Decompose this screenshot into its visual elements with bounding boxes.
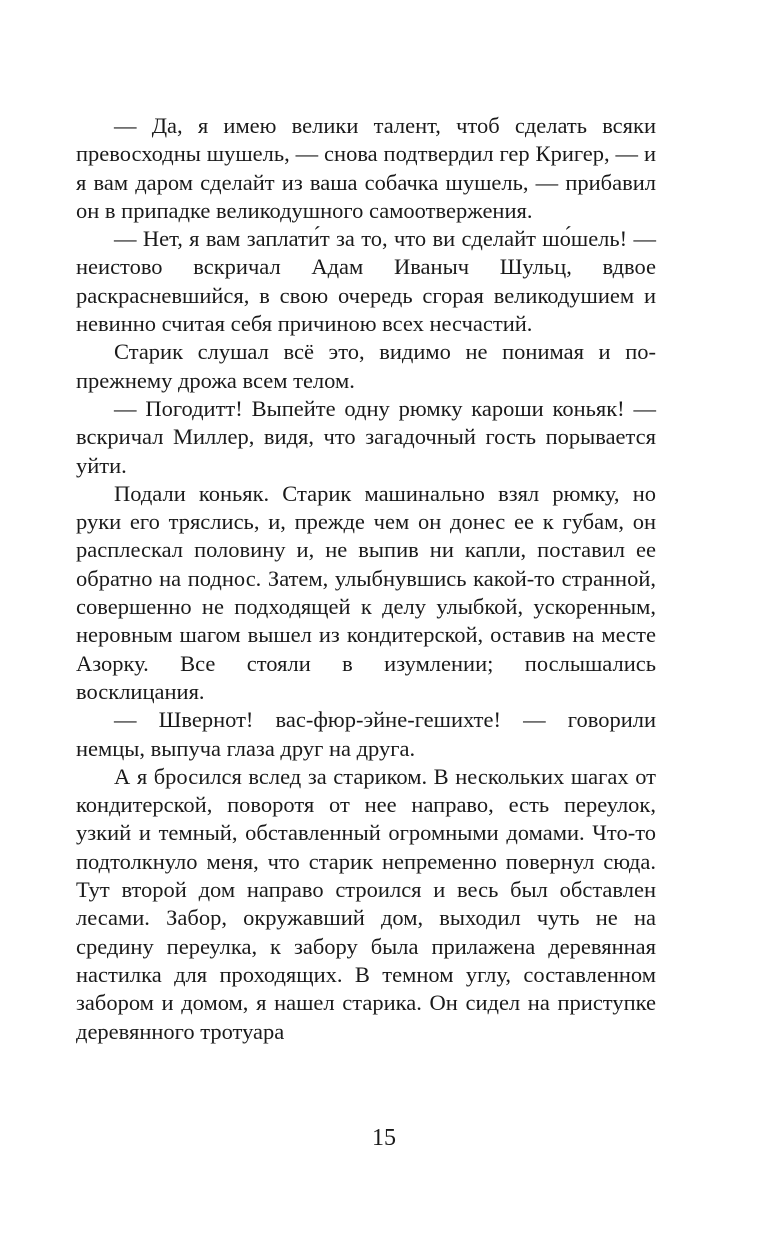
- page-number: 15: [372, 1125, 396, 1151]
- paragraph: А я бросился вслед за стариком. В нескольких шагах от кондитерской, поворотя от нее направо, есть переулок, узкий и темный, обставленный огромными домами. Что-то подтолкнуло меня, что старик непременно повернул сюда. Тут второй дом направо строился и весь был обставлен лесами. Забор, окружавший дом, выходил чуть не на средину переулка, к забору была прилажена деревянная настилка для проходящих. В темном углу, составленном забором и домом, я нашел старика. Он сидел на приступке деревянного тротуара: [76, 763, 656, 1044]
- paragraph: — Погодитт! Выпейте одну рюмку кароши коньяк! — вскричал Миллер, видя, что загадочный гость порывается уйти.: [76, 395, 656, 478]
- paragraph: — Швернот! вас-фюр-эйне-гешихте! — говорили немцы, выпуча глаза друг на друга.: [76, 707, 656, 761]
- paragraph: Старик слушал всё это, видимо не понимая и по-прежнему дрожа всем телом.: [76, 339, 656, 393]
- page-body: [76, 112, 656, 1046]
- paragraph: Подали коньяк. Старик машинально взял рюмку, но руки его тряслись, и, прежде чем он донес ее к губам, он расплескал половину и, не выпив ни капли, поставил ее обратно на поднос. Затем, улыбнувшись какой-то странной, совершенно не подходящей к делу улыбкой, ускоренным, неровным шагом вышел из кондитерской, оставив на месте Азорку. Все стояли в изумлении; послышались восклицания.: [76, 480, 656, 704]
- paragraph: — Нет, я вам заплати́т за то, что ви сделайт шо́шель! — неистово вскричал Адам Иваныч Шульц, вдвое раскрасневшийся, в свою очередь сгорая великодушием и невинно считая себя причиною всех несчастий.: [76, 226, 656, 337]
- paragraph: — Да, я имею велики талент, чтоб сделать всяки превосходны шушель, — снова подтвердил гер Кригер, — и я вам даром сделайт из ваша собачка шушель, — прибавил он в припадке великодушного самоотвержения.: [76, 113, 656, 223]
